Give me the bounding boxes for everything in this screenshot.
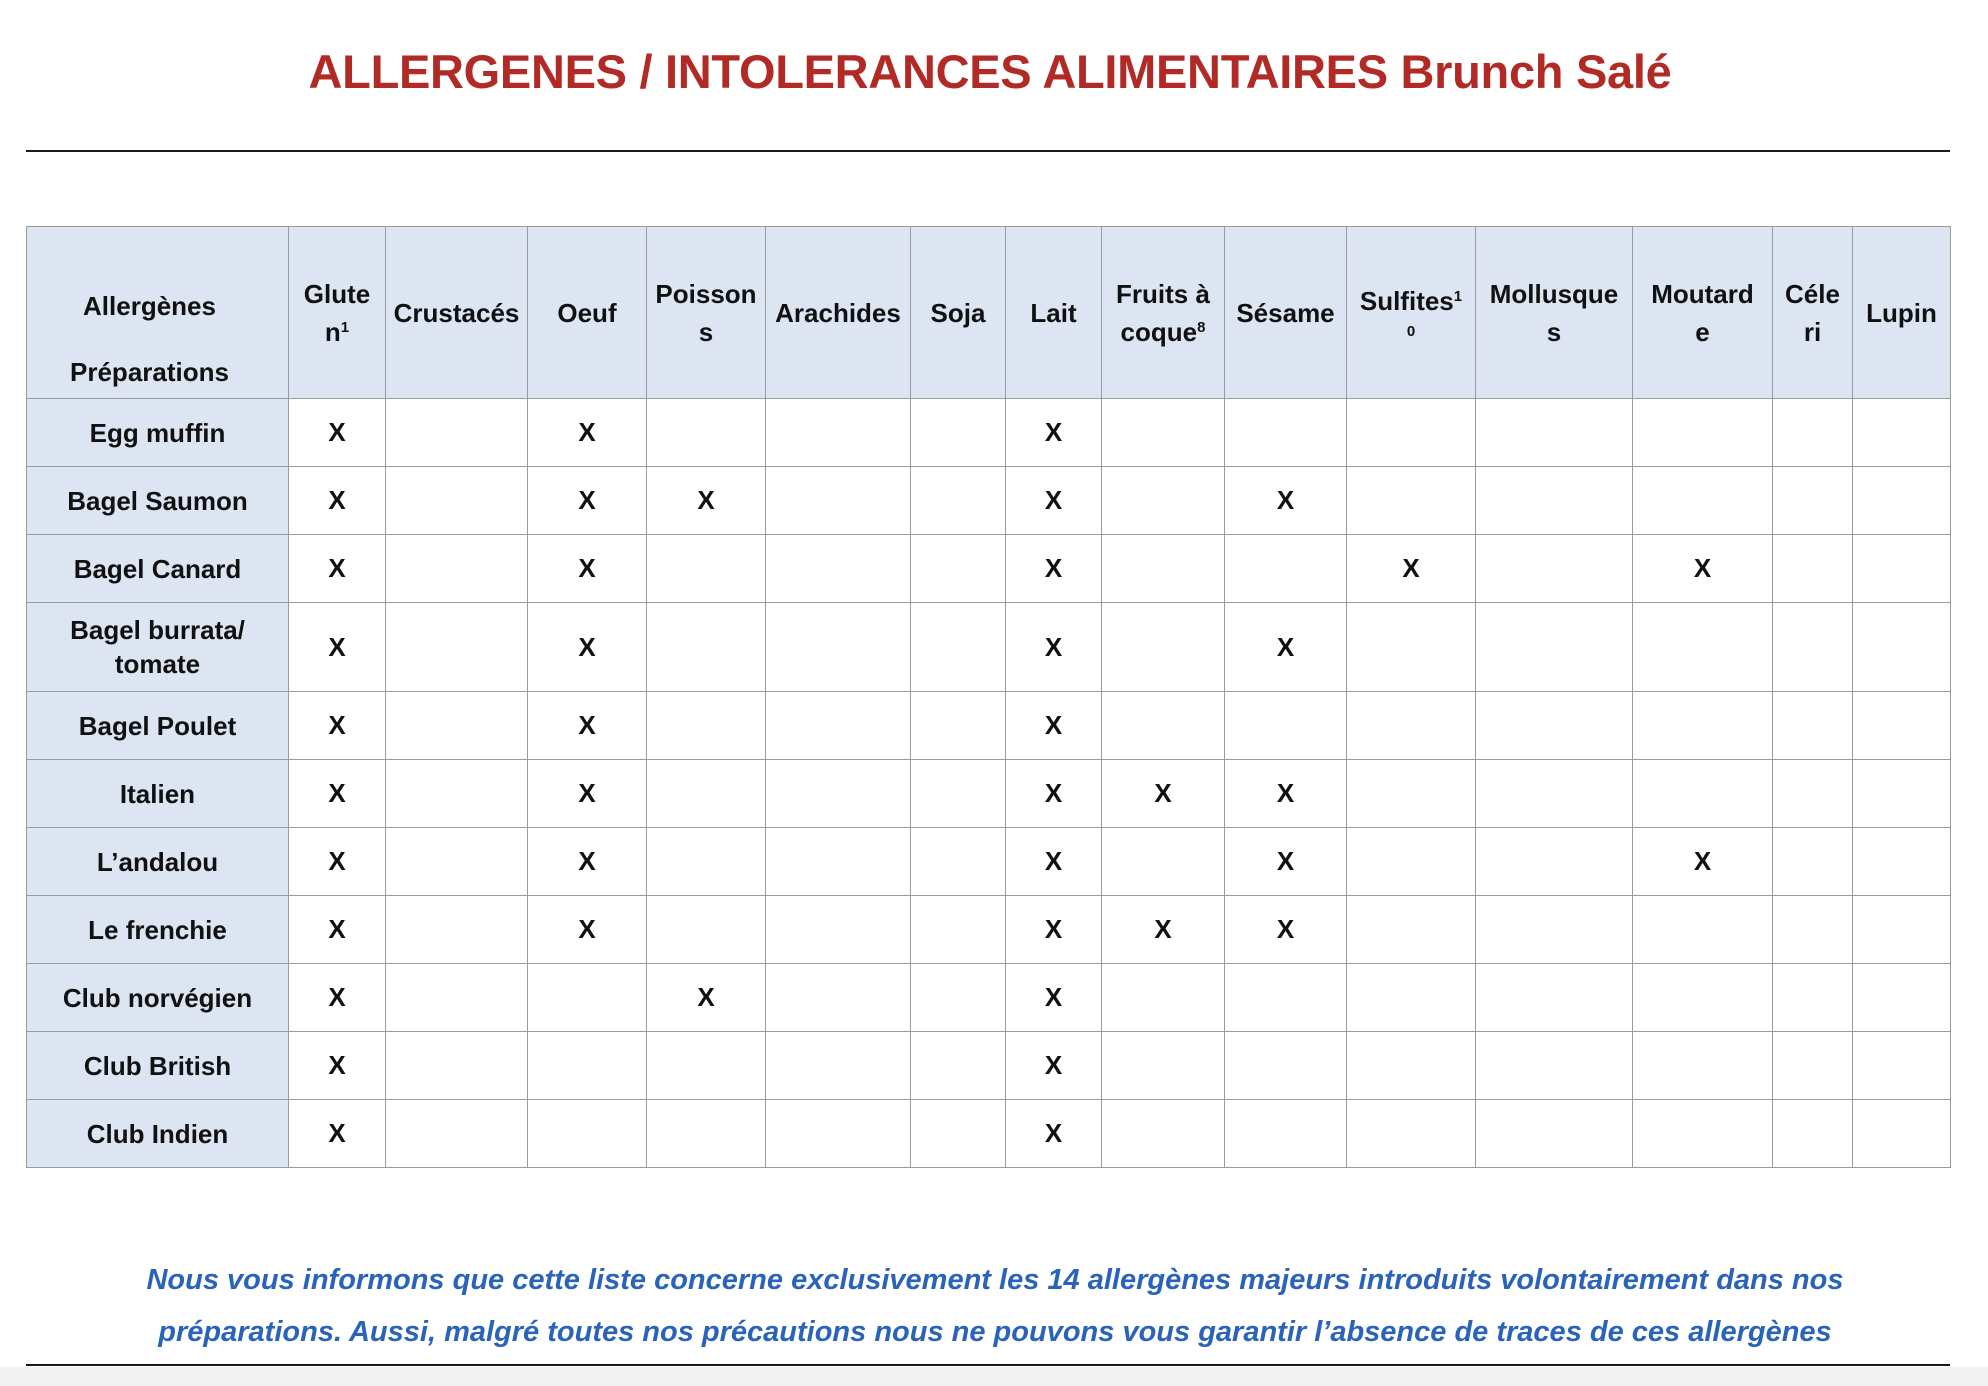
- allergen-cell: [1225, 535, 1347, 603]
- allergen-cell: [1476, 964, 1633, 1032]
- preparation-name: [27, 535, 289, 603]
- preparation-name: [27, 467, 289, 535]
- allergen-cell: X: [1006, 1032, 1102, 1100]
- allergen-cell: [766, 399, 911, 467]
- allergen-cell: X: [1006, 603, 1102, 692]
- allergen-cell: [1853, 1032, 1951, 1100]
- allergen-cell: X: [1102, 896, 1225, 964]
- allergen-cell: [647, 1032, 766, 1100]
- allergen-cell: [1633, 603, 1773, 692]
- allergen-cell: [1476, 1032, 1633, 1100]
- allergen-cell: X: [1006, 467, 1102, 535]
- allergen-cell: [1347, 467, 1476, 535]
- allergen-cell: X: [289, 896, 386, 964]
- allergen-cell: [766, 1032, 911, 1100]
- table-row: [27, 535, 1951, 603]
- allergen-cell: X: [289, 1100, 386, 1168]
- allergen-cell: [911, 964, 1006, 1032]
- allergen-cell: X: [289, 603, 386, 692]
- column-header: [1006, 227, 1102, 399]
- column-header: [647, 227, 766, 399]
- column-header-line1: Glute: [303, 278, 371, 309]
- allergen-cell: [1347, 964, 1476, 1032]
- allergen-cell: [1347, 896, 1476, 964]
- allergen-cell: [911, 760, 1006, 828]
- allergen-cell: X: [1006, 896, 1102, 964]
- allergen-cell: [386, 760, 528, 828]
- preparation-name: [27, 1032, 289, 1100]
- allergen-cell: [647, 535, 766, 603]
- table-row: [27, 1100, 1951, 1168]
- allergen-cell: X: [1633, 535, 1773, 603]
- allergen-cell: [1853, 467, 1951, 535]
- allergen-cell: X: [528, 828, 647, 896]
- allergen-cell: [1347, 760, 1476, 828]
- allergen-cell: [1225, 964, 1347, 1032]
- allergen-cell: X: [289, 828, 386, 896]
- preparation-name: [27, 828, 289, 896]
- table-row: [27, 467, 1951, 535]
- allergen-cell: X: [289, 399, 386, 467]
- allergen-cell: X: [1006, 399, 1102, 467]
- allergen-cell: [1773, 399, 1853, 467]
- allergen-cell: [1476, 896, 1633, 964]
- allergen-cell: X: [528, 467, 647, 535]
- column-header-line2: e: [1695, 316, 1710, 347]
- column-header: [1853, 227, 1951, 399]
- allergen-cell: X: [1006, 760, 1102, 828]
- allergen-cell: [1633, 399, 1773, 467]
- column-header-line1: Poisson: [655, 278, 757, 309]
- allergen-cell: [1853, 535, 1951, 603]
- allergen-cell: [386, 1100, 528, 1168]
- allergen-cell: [911, 828, 1006, 896]
- preparation-name-line1: L’andalou: [96, 846, 219, 877]
- allergen-cell: X: [289, 692, 386, 760]
- column-header-line2: n: [324, 316, 341, 347]
- column-header-line2: 0: [1406, 322, 1416, 340]
- allergen-cell: [1102, 399, 1225, 467]
- notice-line-1: Nous vous informons que cette liste concerne exclusivement les 14 allergènes majeurs introduits volontairement dans nos: [146, 1264, 1844, 1296]
- allergen-cell: [911, 1100, 1006, 1168]
- column-header-line1: Moutard: [1651, 278, 1754, 309]
- allergen-cell: [1102, 692, 1225, 760]
- column-header-line1: Arachides: [775, 297, 901, 328]
- column-header: [1476, 227, 1633, 399]
- allergen-cell: [647, 603, 766, 692]
- allergen-cell: [1102, 1032, 1225, 1100]
- allergen-cell: [1347, 1100, 1476, 1168]
- allergen-cell: [1225, 1032, 1347, 1100]
- allergen-cell: [1225, 1100, 1347, 1168]
- allergen-cell: X: [1006, 535, 1102, 603]
- allergen-cell: [386, 692, 528, 760]
- column-header-line1: Crustacés: [393, 297, 520, 328]
- preparation-name-line1: Bagel Saumon: [67, 485, 248, 516]
- allergen-cell: [386, 828, 528, 896]
- column-header: [1773, 227, 1853, 399]
- footnote-marker: 1: [340, 318, 350, 336]
- preparation-name-line1: Bagel Canard: [73, 553, 242, 584]
- table-row: [27, 603, 1951, 692]
- allergen-cell: [1633, 467, 1773, 535]
- column-header-line1: [1347, 282, 1475, 320]
- allergen-cell: [528, 964, 647, 1032]
- allergen-cell: [1102, 964, 1225, 1032]
- allergen-cell: [766, 828, 911, 896]
- allergen-cell: X: [647, 964, 766, 1032]
- allergen-cell: [1853, 1100, 1951, 1168]
- column-header: [289, 227, 386, 399]
- allergen-cell: [911, 896, 1006, 964]
- column-header-line2: coque: [1120, 316, 1198, 347]
- allergen-cell: X: [1102, 760, 1225, 828]
- allergen-cell: [766, 964, 911, 1032]
- table-row: [27, 692, 1951, 760]
- allergen-cell: X: [1006, 1100, 1102, 1168]
- allergen-cell: X: [528, 535, 647, 603]
- preparation-name-line1: Club British: [83, 1050, 232, 1081]
- footnote-marker: 8: [1197, 318, 1206, 336]
- allergen-cell: [1773, 603, 1853, 692]
- footnote-marker: 1: [1453, 287, 1463, 305]
- allergen-cell: [1476, 828, 1633, 896]
- allergen-cell: [1773, 964, 1853, 1032]
- allergen-cell: X: [289, 467, 386, 535]
- page-title: ALLERGENES / INTOLERANCES ALIMENTAIRES Brunch Salé: [308, 45, 1672, 98]
- column-header-line2: ri: [1803, 316, 1822, 347]
- allergen-cell: [1773, 692, 1853, 760]
- allergen-cell: [1476, 399, 1633, 467]
- allergen-cell: X: [1006, 964, 1102, 1032]
- preparation-name-line1: Egg muffin: [89, 417, 226, 448]
- allergen-cell: [911, 692, 1006, 760]
- table-row: [27, 399, 1951, 467]
- allergen-cell: [1347, 828, 1476, 896]
- allergen-cell: [911, 467, 1006, 535]
- allergen-cell: [1225, 692, 1347, 760]
- allergen-cell: [1476, 760, 1633, 828]
- allergen-cell: X: [528, 603, 647, 692]
- allergen-cell: [766, 603, 911, 692]
- allergen-cell: [1476, 535, 1633, 603]
- allergen-cell: [1773, 467, 1853, 535]
- page-bottom-band: [0, 1367, 1988, 1386]
- allergen-cell: X: [1633, 828, 1773, 896]
- allergen-cell: [386, 603, 528, 692]
- column-header: [911, 227, 1006, 399]
- allergen-cell: [766, 896, 911, 964]
- allergen-cell: X: [289, 964, 386, 1032]
- column-header: [1102, 227, 1225, 399]
- column-header-line1: Oeuf: [557, 297, 617, 328]
- preparation-name: [27, 760, 289, 828]
- column-header-line1: Lupin: [1866, 297, 1937, 328]
- allergen-cell: [386, 964, 528, 1032]
- allergen-cell: [647, 896, 766, 964]
- allergen-cell: [1853, 896, 1951, 964]
- allergen-cell: [1773, 760, 1853, 828]
- column-header-text: Sulfites: [1359, 285, 1454, 316]
- allergen-cell: X: [1006, 828, 1102, 896]
- allergen-cell: [1773, 535, 1853, 603]
- allergen-cell: [766, 692, 911, 760]
- allergen-cell: [1347, 1032, 1476, 1100]
- preparation-name: [27, 1100, 289, 1168]
- allergen-cell: [1102, 467, 1225, 535]
- allergen-cell: X: [289, 760, 386, 828]
- table-row: [27, 828, 1951, 896]
- notice-line-2: préparations. Aussi, malgré toutes nos précautions nous ne pouvons vous garantir l’absence de traces de ces allergènes: [158, 1316, 1832, 1348]
- allergen-cell: [647, 1100, 766, 1168]
- allergen-cell: [1633, 896, 1773, 964]
- allergen-cell: [647, 828, 766, 896]
- allergen-cell: X: [1225, 760, 1347, 828]
- preparation-name-line1: Bagel burrata/: [70, 615, 245, 645]
- allergen-cell: [1633, 692, 1773, 760]
- preparation-name-line1: Le frenchie: [88, 914, 227, 945]
- column-header-line1: Céle: [1785, 278, 1840, 309]
- allergen-cell: [766, 1100, 911, 1168]
- preparation-name-line1: Bagel Poulet: [78, 710, 237, 741]
- column-header-line1: Soja: [930, 297, 986, 328]
- allergen-cell: [911, 399, 1006, 467]
- allergen-cell: [528, 1032, 647, 1100]
- column-header-line1: Mollusque: [1489, 278, 1619, 309]
- table-row: [27, 964, 1951, 1032]
- allergen-cell: [647, 760, 766, 828]
- allergen-cell: [1853, 603, 1951, 692]
- allergen-cell: [1853, 692, 1951, 760]
- preparation-name-line1: Club Indien: [86, 1118, 229, 1149]
- allergen-cell: [1102, 1100, 1225, 1168]
- allergen-cell: [386, 1032, 528, 1100]
- preparation-name: [27, 399, 289, 467]
- allergen-cell: [1773, 1032, 1853, 1100]
- allergen-cell: [1633, 964, 1773, 1032]
- preparation-name-line2: tomate: [114, 649, 201, 679]
- top-divider: [26, 150, 1950, 152]
- bottom-divider: [26, 1364, 1950, 1366]
- preparation-name-line1: Club norvégien: [62, 982, 253, 1013]
- preparation-name: [27, 603, 289, 692]
- table-body: [27, 399, 1951, 1168]
- column-header-line1: Sésame: [1236, 297, 1335, 328]
- allergen-cell: X: [1347, 535, 1476, 603]
- column-header-line2: s: [698, 316, 714, 347]
- column-header: [766, 227, 911, 399]
- allergen-cell: [1102, 603, 1225, 692]
- allergen-cell: [1225, 399, 1347, 467]
- table-row: [27, 760, 1951, 828]
- allergen-cell: [911, 603, 1006, 692]
- allergen-cell: X: [289, 1032, 386, 1100]
- allergen-cell: [386, 399, 528, 467]
- corner-header-cell: [27, 227, 289, 399]
- preparations-label: Préparations: [70, 357, 229, 387]
- allergen-cell: X: [1225, 828, 1347, 896]
- allergen-cell: [1853, 828, 1951, 896]
- column-header: [386, 227, 528, 399]
- allergen-cell: [1853, 760, 1951, 828]
- allergen-cell: [1476, 1100, 1633, 1168]
- allergen-cell: [528, 1100, 647, 1168]
- column-header-line1: Fruits à: [1116, 278, 1210, 309]
- allergen-cell: [1633, 760, 1773, 828]
- allergen-cell: X: [289, 535, 386, 603]
- allergen-cell: X: [528, 896, 647, 964]
- column-header: [1225, 227, 1347, 399]
- preparation-name: [27, 896, 289, 964]
- allergen-cell: [1476, 603, 1633, 692]
- allergen-cell: [766, 760, 911, 828]
- allergen-cell: [386, 535, 528, 603]
- allergen-cell: [766, 535, 911, 603]
- allergen-cell: X: [647, 467, 766, 535]
- allergen-cell: [1102, 828, 1225, 896]
- column-header-line2: s: [1546, 316, 1562, 347]
- allergen-cell: [1773, 1100, 1853, 1168]
- allergen-cell: [1347, 603, 1476, 692]
- table-row: [27, 896, 1951, 964]
- preparation-name: [27, 692, 289, 760]
- allergen-cell: X: [1006, 692, 1102, 760]
- allergen-cell: [1347, 692, 1476, 760]
- allergen-cell: [386, 896, 528, 964]
- allergen-cell: [1102, 535, 1225, 603]
- column-header: [1633, 227, 1773, 399]
- column-header: [1347, 227, 1476, 399]
- allergen-cell: [1476, 467, 1633, 535]
- preparation-name-line1: Italien: [119, 778, 196, 809]
- allergen-cell: [1633, 1100, 1773, 1168]
- allergen-cell: [386, 467, 528, 535]
- allergen-notice: [60, 1254, 1930, 1358]
- allergens-label: Allergènes: [83, 291, 216, 321]
- allergen-cell: X: [528, 692, 647, 760]
- allergen-cell: [1773, 828, 1853, 896]
- allergen-cell: [647, 399, 766, 467]
- allergen-cell: X: [1225, 467, 1347, 535]
- preparation-name: [27, 964, 289, 1032]
- allergen-cell: [1853, 964, 1951, 1032]
- table-row: [27, 1032, 1951, 1100]
- allergen-cell: [1476, 692, 1633, 760]
- allergen-cell: [1853, 399, 1951, 467]
- column-header-line1: Lait: [1030, 297, 1077, 328]
- column-header: [528, 227, 647, 399]
- allergen-cell: X: [1225, 603, 1347, 692]
- allergen-cell: [911, 1032, 1006, 1100]
- allergen-cell: X: [528, 399, 647, 467]
- allergen-cell: [766, 467, 911, 535]
- allergen-cell: [911, 535, 1006, 603]
- allergen-cell: [647, 692, 766, 760]
- allergen-cell: X: [528, 760, 647, 828]
- allergen-cell: X: [1225, 896, 1347, 964]
- allergen-table: [26, 226, 1951, 1168]
- header-row: [27, 227, 1951, 399]
- allergen-cell: [1773, 896, 1853, 964]
- allergen-cell: [1633, 1032, 1773, 1100]
- allergen-cell: [1347, 399, 1476, 467]
